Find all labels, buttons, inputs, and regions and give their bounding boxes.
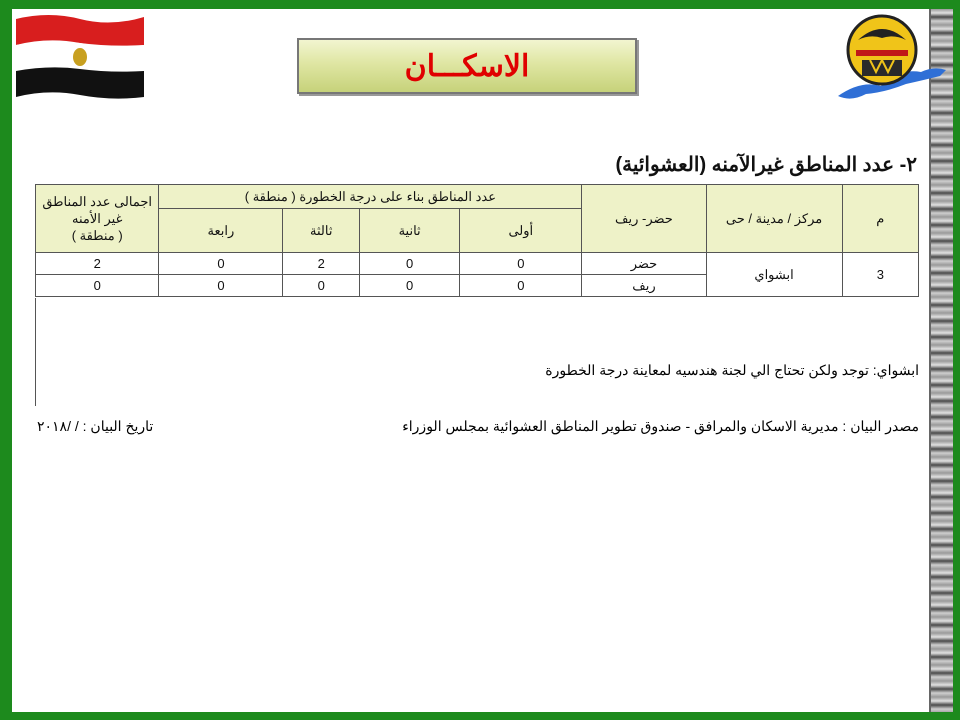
- cell-fourth: 0: [159, 253, 283, 275]
- header-total-line2: غير الأمنه: [71, 211, 123, 226]
- header-urban-rural: حضر- ريف: [582, 185, 706, 253]
- header-index: م: [842, 185, 918, 253]
- page-title: الاسكـــان: [404, 49, 530, 83]
- cell-third: 2: [283, 253, 360, 275]
- table-row: [36, 253, 919, 275]
- header-total-line1: اجمالى عدد المناطق: [42, 194, 153, 209]
- header-total-line3: ( منطقة ): [71, 228, 123, 243]
- header-third: ثالثة: [283, 209, 360, 253]
- cell-center: ابشواي: [706, 253, 842, 297]
- cell-second: 0: [359, 275, 459, 297]
- cell-type: حضر: [582, 253, 706, 275]
- slide: [12, 9, 934, 712]
- unsafe-areas-table: [35, 184, 919, 297]
- table-left-extension-line: [35, 298, 36, 406]
- note-text: ابشواي: توجد ولكن تحتاج الي لجنة هندسيه لمعاينة درجة الخطورة: [545, 362, 919, 378]
- cell-first: 0: [460, 253, 582, 275]
- header-second: ثانية: [359, 209, 459, 253]
- header-first: أولى: [460, 209, 582, 253]
- header-center: مركز / مدينة / حى: [706, 185, 842, 253]
- cell-type: ريف: [582, 275, 706, 297]
- title-box: [297, 38, 637, 94]
- cell-third: 0: [283, 275, 360, 297]
- chain-border-decoration: [929, 9, 953, 712]
- header-total: [36, 185, 159, 253]
- section-title: ٢- عدد المناطق غيرالآمنه (العشوائية): [615, 154, 917, 176]
- header-risk-group: عدد المناطق بناء على درجة الخطورة ( منطقة ): [159, 185, 582, 209]
- date-text: تاريخ البيان : / /٢٠١٨: [37, 418, 154, 434]
- cell-total: 2: [36, 253, 159, 275]
- header-fourth: رابعة: [159, 209, 283, 253]
- cell-index: 3: [842, 253, 918, 297]
- governorate-emblem-icon: [836, 10, 948, 106]
- egypt-flag-icon: [14, 11, 146, 101]
- cell-fourth: 0: [159, 275, 283, 297]
- cell-total: 0: [36, 275, 159, 297]
- cell-first: 0: [460, 275, 582, 297]
- table-header-row: [36, 185, 919, 209]
- cell-second: 0: [359, 253, 459, 275]
- source-text: مصدر البيان : مديرية الاسكان والمرافق - صندوق تطوير المناطق العشوائية بمجلس الوزراء: [402, 418, 919, 434]
